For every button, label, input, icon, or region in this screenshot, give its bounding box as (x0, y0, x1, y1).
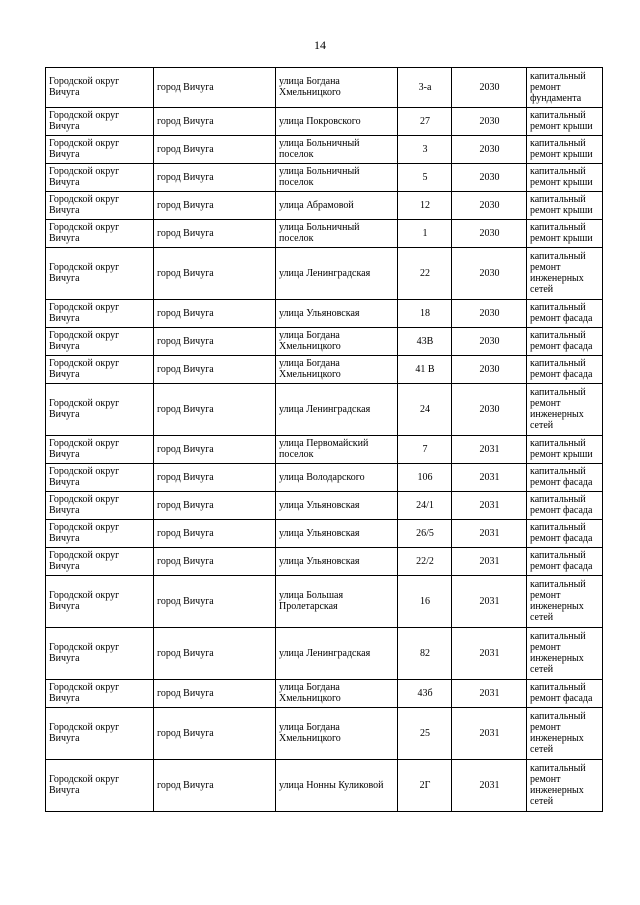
cell-city: город Вичуга (154, 680, 276, 708)
table-row (46, 548, 603, 576)
cell-work-type: капитальный ремонт инженерных сетей (527, 760, 603, 812)
cell-city: город Вичуга (154, 328, 276, 356)
cell-year: 2030 (452, 248, 527, 300)
cell-city: город Вичуга (154, 136, 276, 164)
cell-year: 2031 (452, 628, 527, 680)
cell-work-type: капитальный ремонт крыши (527, 192, 603, 220)
cell-house-number: 2Г (398, 760, 452, 812)
cell-street: улица Больничный поселок (276, 220, 398, 248)
table-row (46, 464, 603, 492)
table-row (46, 68, 603, 108)
cell-work-type: капитальный ремонт фасада (527, 300, 603, 328)
cell-house-number: 24/1 (398, 492, 452, 520)
cell-year: 2030 (452, 136, 527, 164)
cell-year: 2030 (452, 328, 527, 356)
cell-street: улица Богдана Хмельницкого (276, 708, 398, 760)
cell-city: город Вичуга (154, 576, 276, 628)
table-row (46, 760, 603, 812)
cell-work-type: капитальный ремонт фасада (527, 464, 603, 492)
cell-house-number: 25 (398, 708, 452, 760)
cell-street: улица Покровского (276, 108, 398, 136)
cell-work-type: капитальный ремонт инженерных сетей (527, 708, 603, 760)
cell-city: город Вичуга (154, 220, 276, 248)
cell-house-number: 18 (398, 300, 452, 328)
cell-city: город Вичуга (154, 492, 276, 520)
cell-district: Городской округ Вичуга (46, 164, 154, 192)
cell-street: улица Ленинградская (276, 628, 398, 680)
cell-house-number: 3 (398, 136, 452, 164)
cell-house-number: 27 (398, 108, 452, 136)
table-row (46, 520, 603, 548)
cell-year: 2031 (452, 548, 527, 576)
cell-city: город Вичуга (154, 548, 276, 576)
cell-street: улица Больничный поселок (276, 164, 398, 192)
cell-work-type: капитальный ремонт инженерных сетей (527, 384, 603, 436)
table-row (46, 356, 603, 384)
table-row (46, 328, 603, 356)
cell-district: Городской округ Вичуга (46, 520, 154, 548)
cell-work-type: капитальный ремонт крыши (527, 136, 603, 164)
cell-year: 2031 (452, 436, 527, 464)
table-row (46, 136, 603, 164)
cell-house-number: 1 (398, 220, 452, 248)
table-row (46, 680, 603, 708)
repair-schedule-table (45, 67, 603, 812)
table-row (46, 300, 603, 328)
table-row (46, 248, 603, 300)
table-row (46, 436, 603, 464)
cell-city: город Вичуга (154, 164, 276, 192)
cell-street: улица Богдана Хмельницкого (276, 68, 398, 108)
cell-city: город Вичуга (154, 192, 276, 220)
table-body (46, 68, 603, 812)
cell-street: улица Ульяновская (276, 300, 398, 328)
cell-house-number: 106 (398, 464, 452, 492)
cell-city: город Вичуга (154, 760, 276, 812)
cell-street: улица Абрамовой (276, 192, 398, 220)
cell-city: город Вичуга (154, 708, 276, 760)
cell-city: город Вичуга (154, 628, 276, 680)
cell-district: Городской округ Вичуга (46, 760, 154, 812)
cell-house-number: 7 (398, 436, 452, 464)
cell-house-number: 22 (398, 248, 452, 300)
cell-district: Городской округ Вичуга (46, 300, 154, 328)
table-row (46, 164, 603, 192)
cell-house-number: 43В (398, 328, 452, 356)
cell-district: Городской округ Вичуга (46, 248, 154, 300)
cell-city: город Вичуга (154, 384, 276, 436)
table-row (46, 628, 603, 680)
cell-house-number: 12 (398, 192, 452, 220)
cell-street: улица Богдана Хмельницкого (276, 328, 398, 356)
cell-district: Городской округ Вичуга (46, 628, 154, 680)
cell-work-type: капитальный ремонт фасада (527, 328, 603, 356)
cell-year: 2031 (452, 576, 527, 628)
cell-work-type: капитальный ремонт фасада (527, 492, 603, 520)
cell-district: Городской округ Вичуга (46, 680, 154, 708)
cell-year: 2030 (452, 164, 527, 192)
cell-street: улица Богдана Хмельницкого (276, 356, 398, 384)
cell-house-number: 16 (398, 576, 452, 628)
cell-street: улица Ленинградская (276, 248, 398, 300)
cell-work-type: капитальный ремонт фасада (527, 520, 603, 548)
cell-city: город Вичуга (154, 248, 276, 300)
cell-street: улица Большая Пролетарская (276, 576, 398, 628)
cell-street: улица Ульяновская (276, 520, 398, 548)
cell-city: город Вичуга (154, 68, 276, 108)
cell-year: 2030 (452, 68, 527, 108)
cell-work-type: капитальный ремонт фасада (527, 356, 603, 384)
cell-city: город Вичуга (154, 520, 276, 548)
cell-year: 2030 (452, 300, 527, 328)
cell-work-type: капитальный ремонт крыши (527, 164, 603, 192)
cell-street: улица Богдана Хмельницкого (276, 680, 398, 708)
cell-year: 2031 (452, 492, 527, 520)
cell-year: 2031 (452, 708, 527, 760)
cell-house-number: 24 (398, 384, 452, 436)
cell-street: улица Больничный поселок (276, 136, 398, 164)
cell-district: Городской округ Вичуга (46, 356, 154, 384)
cell-work-type: капитальный ремонт инженерных сетей (527, 248, 603, 300)
cell-work-type: капитальный ремонт крыши (527, 436, 603, 464)
cell-work-type: капитальный ремонт инженерных сетей (527, 576, 603, 628)
cell-year: 2031 (452, 464, 527, 492)
cell-district: Городской округ Вичуга (46, 192, 154, 220)
cell-house-number: 43б (398, 680, 452, 708)
table-row (46, 492, 603, 520)
table-row (46, 384, 603, 436)
cell-year: 2031 (452, 680, 527, 708)
cell-year: 2030 (452, 192, 527, 220)
cell-district: Городской округ Вичуга (46, 492, 154, 520)
cell-district: Городской округ Вичуга (46, 436, 154, 464)
cell-street: улица Первомайский поселок (276, 436, 398, 464)
cell-district: Городской округ Вичуга (46, 220, 154, 248)
cell-work-type: капитальный ремонт крыши (527, 108, 603, 136)
cell-street: улица Ульяновская (276, 492, 398, 520)
cell-city: город Вичуга (154, 464, 276, 492)
cell-year: 2030 (452, 356, 527, 384)
cell-district: Городской округ Вичуга (46, 108, 154, 136)
cell-work-type: капитальный ремонт фундамента (527, 68, 603, 108)
cell-city: город Вичуга (154, 300, 276, 328)
cell-house-number: 3-а (398, 68, 452, 108)
cell-district: Городской округ Вичуга (46, 384, 154, 436)
cell-year: 2030 (452, 220, 527, 248)
cell-district: Городской округ Вичуга (46, 464, 154, 492)
cell-work-type: капитальный ремонт фасада (527, 548, 603, 576)
cell-work-type: капитальный ремонт инженерных сетей (527, 628, 603, 680)
cell-house-number: 26/5 (398, 520, 452, 548)
cell-district: Городской округ Вичуга (46, 68, 154, 108)
table-row (46, 576, 603, 628)
cell-year: 2030 (452, 384, 527, 436)
table-row (46, 708, 603, 760)
cell-district: Городской округ Вичуга (46, 708, 154, 760)
cell-city: город Вичуга (154, 436, 276, 464)
cell-work-type: капитальный ремонт фасада (527, 680, 603, 708)
cell-street: улица Ульяновская (276, 548, 398, 576)
table-row (46, 220, 603, 248)
cell-street: улица Ленинградская (276, 384, 398, 436)
cell-year: 2030 (452, 108, 527, 136)
cell-city: город Вичуга (154, 108, 276, 136)
cell-year: 2031 (452, 520, 527, 548)
cell-district: Городской округ Вичуга (46, 136, 154, 164)
cell-street: улица Нонны Куликовой (276, 760, 398, 812)
cell-house-number: 22/2 (398, 548, 452, 576)
cell-street: улица Володарского (276, 464, 398, 492)
table-row (46, 108, 603, 136)
cell-house-number: 41 В (398, 356, 452, 384)
table-row (46, 192, 603, 220)
cell-district: Городской округ Вичуга (46, 328, 154, 356)
page-number: 14 (314, 38, 326, 52)
cell-work-type: капитальный ремонт крыши (527, 220, 603, 248)
cell-district: Городской округ Вичуга (46, 576, 154, 628)
cell-year: 2031 (452, 760, 527, 812)
cell-city: город Вичуга (154, 356, 276, 384)
cell-house-number: 5 (398, 164, 452, 192)
cell-district: Городской округ Вичуга (46, 548, 154, 576)
cell-house-number: 82 (398, 628, 452, 680)
